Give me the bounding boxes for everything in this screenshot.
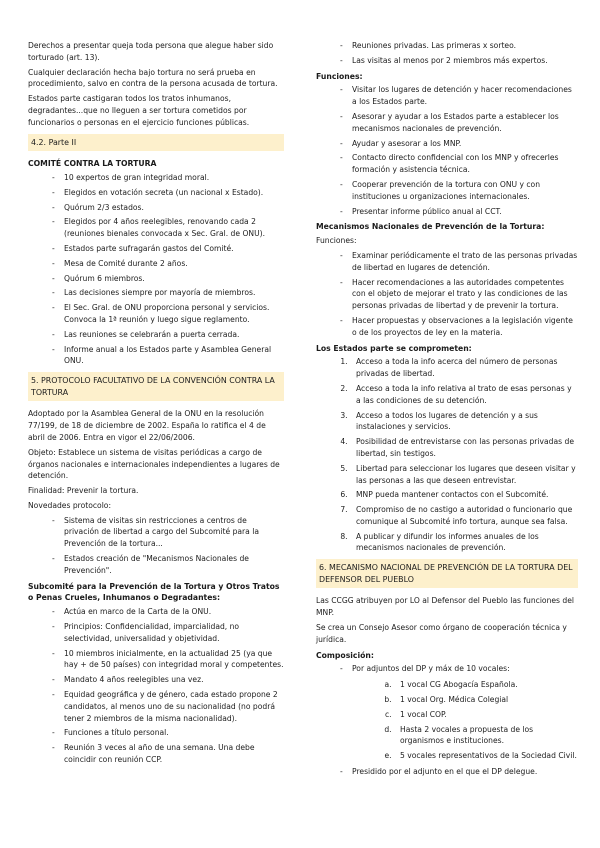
list-item: a. 1 vocal CG Abogacía Española. [394, 679, 578, 691]
list-item: 3. Acceso a todos los lugares de detención y a sus instalaciones y servicios. [350, 410, 578, 434]
list-item: - Hacer recomendaciones a las autoridades competentes con el objeto de mejorar el trato y las condiciones de las personas privadas de libertad y de prevenir la tortura. [340, 277, 578, 312]
list-item: - Reunión 3 veces al año de una semana. Una debe coincidir con reunión CCP. [52, 742, 284, 766]
finalidad-paragraph: Finalidad: Prevenir la tortura. [28, 486, 139, 496]
list-item: - Principios: Confidencialidad, imparcialidad, no selectividad, universalidad y objetividad. [52, 621, 284, 645]
vocales-list [316, 679, 578, 762]
ccgg-paragraph: Las CCGG atribuyen por LO al Defensor del Pueblo las funciones del MNP. [316, 596, 575, 618]
list-item: - El Sec. Gral. de ONU proporciona personal y servicios. Convoca la 1ª reunión y luego sigue reglamento. [52, 302, 284, 326]
list-item: - Elegidos por 4 años reelegibles, renovando cada 2 (reuniones bienales convocada x Sec. Gral. de ONU). [52, 216, 284, 240]
list-item: - Mesa de Comité durante 2 años. [52, 258, 284, 270]
list-item: - Funciones a título personal. [52, 727, 284, 739]
composicion-label: Composición: [316, 650, 374, 660]
list-item: - Las visitas al menos por 2 miembros más expertos. [340, 55, 578, 67]
estados-list [316, 356, 578, 554]
list-item: - Contacto directo confidencial con los MNP y ofrecerles formación y asistencia técnica. [340, 152, 578, 176]
list-item: - Cooperar prevención de la tortura con ONU y con instituciones u organizaciones internacionales. [340, 179, 578, 203]
list-item: - Informe anual a los Estados parte y Asamblea General ONU. [52, 344, 284, 368]
intro-paragraph: Estados parte castigaran todos los tratos inhumanos, degradantes...que no lleguen a ser tortura cometidos por funcionarios o personas en el ejercicio funciones públicas. [28, 94, 250, 127]
list-item: - Examinar periódicamente el trato de las personas privadas de libertad en lugares de detención. [340, 250, 578, 274]
list-item: - Estados creación de "Mecanismos Nacionales de Prevención". [52, 553, 284, 577]
objeto-paragraph: Objeto: Establece un sistema de visitas periódicas a cargo de órganos nacionales e internacionales independientes a lugares de detención. [28, 447, 280, 481]
list-item: - Mandato 4 años reelegibles una vez. [52, 674, 284, 686]
section-heading-6: 6. MECANISMO NACIONAL DE PREVENCIÓN DE LA TORTURA DEL DEFENSOR DEL PUEBLO [316, 559, 578, 588]
list-item: 5. Libertad para seleccionar los lugares que deseen visitar y las personas a las que deseen entrevistar. [350, 463, 578, 487]
list-item: - Elegidos en votación secreta (un nacional x Estado). [52, 187, 284, 199]
list-item: - Sistema de visitas sin restricciones a centros de privación de libertad a cargo del Subcomité para la Prevención de la tortura... [52, 515, 284, 550]
list-item: b. 1 vocal Org. Médica Colegial [394, 694, 578, 706]
intro-paragraph: Derechos a presentar queja toda persona que alegue haber sido torturado (art. 13). [28, 41, 274, 62]
list-item: - Equidad geográfica y de género, cada estado propone 2 candidatos, al menos uno de su nacionalidad (no podrá tener 2 miembros de la misma nacionalidad). [52, 689, 284, 724]
funciones-mnp-label: Funciones: [316, 236, 357, 246]
list-item: - Quórum 2/3 estados. [52, 202, 284, 214]
list-item: 1. Acceso a toda la info acerca del número de personas privadas de libertad. [350, 356, 578, 380]
novedades-list [28, 515, 284, 577]
list-item: - Quórum 6 miembros. [52, 273, 284, 285]
funciones-mnp-list [316, 250, 578, 339]
list-item: c. 1 vocal COP. [394, 709, 578, 721]
composicion-list [316, 663, 578, 675]
list-item: - Hacer propuestas y observaciones a la legislación vigente o de los proyectos de ley en la materia. [340, 315, 578, 339]
presidido-list [316, 766, 578, 778]
intro-paragraph: Cualquier declaración hecha bajo tortura no será prueba en procedimiento, salvo en contra de la persona acusada de tortura. [28, 67, 278, 89]
list-item: - Las decisiones siempre por mayoría de miembros. [52, 287, 284, 299]
list-item: e. 5 vocales representativos de la Sociedad Civil. [394, 750, 578, 762]
comite-title: COMITÉ CONTRA LA TORTURA [28, 159, 157, 169]
list-item: - Por adjuntos del DP y máx de 10 vocales: [340, 663, 578, 675]
adoptado-paragraph: Adoptado por la Asamblea General de la ONU en la resolución 77/199, de 18 de diciembre de 2002. España lo ratifica el 4 de abril de 2006. Entra en vigor el 22/06/2006. [28, 409, 266, 442]
list-item: - Reuniones privadas. Las primeras x sorteo. [340, 40, 578, 52]
list-item: - Visitar los lugares de detención y hacer recomendaciones a los Estados parte. [340, 84, 578, 108]
list-item: - 10 expertos de gran integridad moral. [52, 172, 284, 184]
list-item: 4. Posibilidad de entrevistarse con las personas privadas de libertad, sin testigos. [350, 436, 578, 460]
right-column [316, 40, 578, 782]
list-item: - Asesorar y ayudar a los Estados parte a establecer los mecanismos nacionales de prevención. [340, 111, 578, 135]
left-column [28, 40, 284, 770]
list-item: - Presidido por el adjunto en el que el DP delegue. [340, 766, 578, 778]
funciones-subcomite-list [316, 84, 578, 217]
section-heading-5: 5. PROTOCOLO FACULTATIVO DE LA CONVENCIÓN CONTRA LA TORTURA [28, 372, 284, 401]
list-item: d. Hasta 2 vocales a propuesta de los organismos e instituciones. [394, 724, 578, 748]
list-item: 7. Compromiso de no castigo a autoridad o funcionario que comunique al Subcomité info tortura, aunque sea falsa. [350, 504, 578, 528]
list-item: 6. MNP pueda mantener contactos con el Subcomité. [350, 489, 578, 501]
funciones-subcomite-label: Funciones: [316, 71, 363, 81]
list-item: - 10 miembros inicialmente, en la actualidad 25 (ya que hay + de 50 países) con integridad moral y competentes. [52, 648, 284, 672]
list-item: - Las reuniones se celebrarán a puerta cerrada. [52, 329, 284, 341]
list-item: 8. A publicar y difundir los informes anuales de los mecanismos nacionales de prevención. [350, 531, 578, 555]
novedades-label: Novedades protocolo: [28, 500, 112, 510]
list-item: 2. Acceso a toda la info relativa al trato de esas personas y a las condiciones de su detención. [350, 383, 578, 407]
list-item: - Actúa en marco de la Carta de la ONU. [52, 606, 284, 618]
section-heading-4-2: 4.2. Parte II [28, 134, 284, 152]
subcomite-continued-list [316, 40, 578, 67]
consejo-paragraph: Se crea un Consejo Asesor como órgano de cooperación técnica y jurídica. [316, 623, 567, 644]
subcomite-list [28, 606, 284, 766]
estados-title: Los Estados parte se comprometen: [316, 343, 472, 353]
list-item: - Estados parte sufragarán gastos del Comité. [52, 243, 284, 255]
subcomite-title: Subcomité para la Prevención de la Tortura y Otros Tratos o Penas Crueles, Inhumanos o Degradantes: [28, 581, 280, 603]
comite-list [28, 172, 284, 367]
list-item: - Presentar informe público anual al CCT. [340, 206, 578, 218]
mnp-title: Mecanismos Nacionales de Prevención de la Tortura: [316, 222, 545, 232]
list-item: - Ayudar y asesorar a los MNP. [340, 138, 578, 150]
